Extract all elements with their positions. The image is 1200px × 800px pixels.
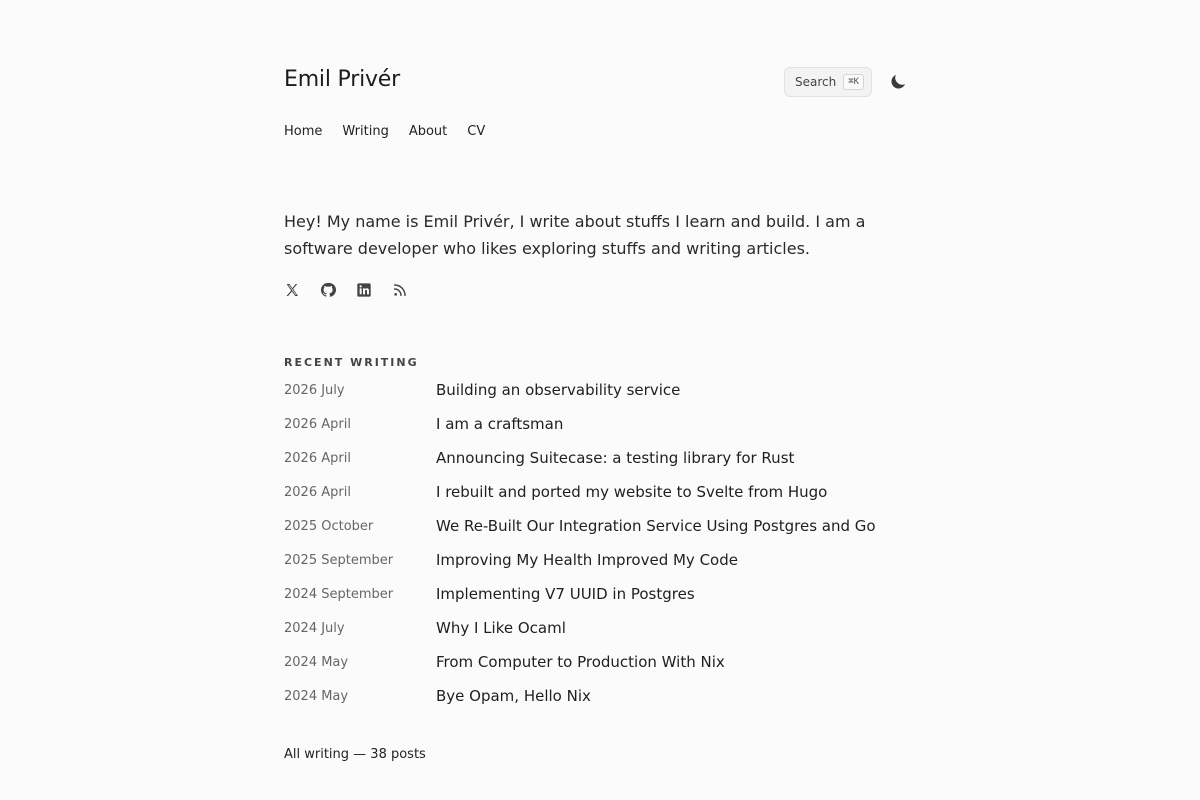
post-date: 2025 September [284,552,394,568]
post-title-link[interactable]: Building an observability service [436,381,681,399]
rss-icon-svg [392,282,408,298]
moon-icon[interactable] [888,72,908,92]
post-date: 2026 April [284,416,351,432]
post-item [284,373,908,407]
post-title-link[interactable]: We Re-Built Our Integration Service Using Postgres and Go [436,517,876,535]
post-title-link[interactable]: I am a craftsman [436,415,564,433]
post-item [284,543,908,577]
intro-text: Hey! My name is Emil Privér, I write about stuffs I learn and build. I am a software developer who likes exploring stuffs and writing articles. [284,212,866,258]
post-date: 2024 July [284,620,345,636]
post-date: 2024 May [284,688,349,704]
post-item [284,441,908,475]
post-title-link[interactable]: I rebuilt and ported my website to Svelte from Hugo [436,483,828,501]
post-item [284,645,908,679]
post-title-link[interactable]: Bye Opam, Hello Nix [436,687,591,705]
search-button[interactable] [784,67,872,97]
post-item [284,577,908,611]
github-icon[interactable] [320,282,336,298]
nav-cv[interactable]: CV [467,124,486,139]
nav-writing[interactable]: Writing [342,124,389,139]
post-date: 2026 April [284,484,351,500]
all-writing-link[interactable]: All writing — 38 posts [284,747,426,762]
post-item [284,407,908,441]
post-title-link[interactable]: Announcing Suitecase: a testing library for Rust [436,449,795,467]
nav-home[interactable]: Home [284,124,323,139]
post-date: 2026 April [284,450,351,466]
x-twitter-icon-svg [284,282,300,298]
post-date: 2024 May [284,654,349,670]
post-date: 2024 September [284,586,394,602]
post-title-link[interactable]: Why I Like Ocaml [436,619,566,637]
post-title-link[interactable]: Implementing V7 UUID in Postgres [436,585,695,603]
post-date: 2025 October [284,518,374,534]
post-item [284,475,908,509]
post-item [284,611,908,645]
recent-writing-heading: RECENT WRITING [284,356,419,369]
site-title[interactable]: Emil Privér [284,67,400,92]
x-twitter-icon[interactable] [284,282,300,298]
post-title-link[interactable]: From Computer to Production With Nix [436,653,725,671]
post-item [284,509,908,543]
main-nav [284,124,485,139]
search-label: Search [795,75,837,89]
search-shortcut: ⌘K [843,74,864,90]
post-date: 2026 July [284,382,345,398]
linkedin-icon-svg [356,282,372,298]
nav-about[interactable]: About [408,124,448,139]
social-links [284,282,408,298]
recent-writing-list [284,373,908,713]
github-icon-svg [320,282,336,298]
post-title-link[interactable]: Improving My Health Improved My Code [436,551,738,569]
linkedin-icon[interactable] [356,282,372,298]
rss-icon[interactable] [392,282,408,298]
post-item [284,679,908,713]
moon-icon-svg [888,72,908,92]
